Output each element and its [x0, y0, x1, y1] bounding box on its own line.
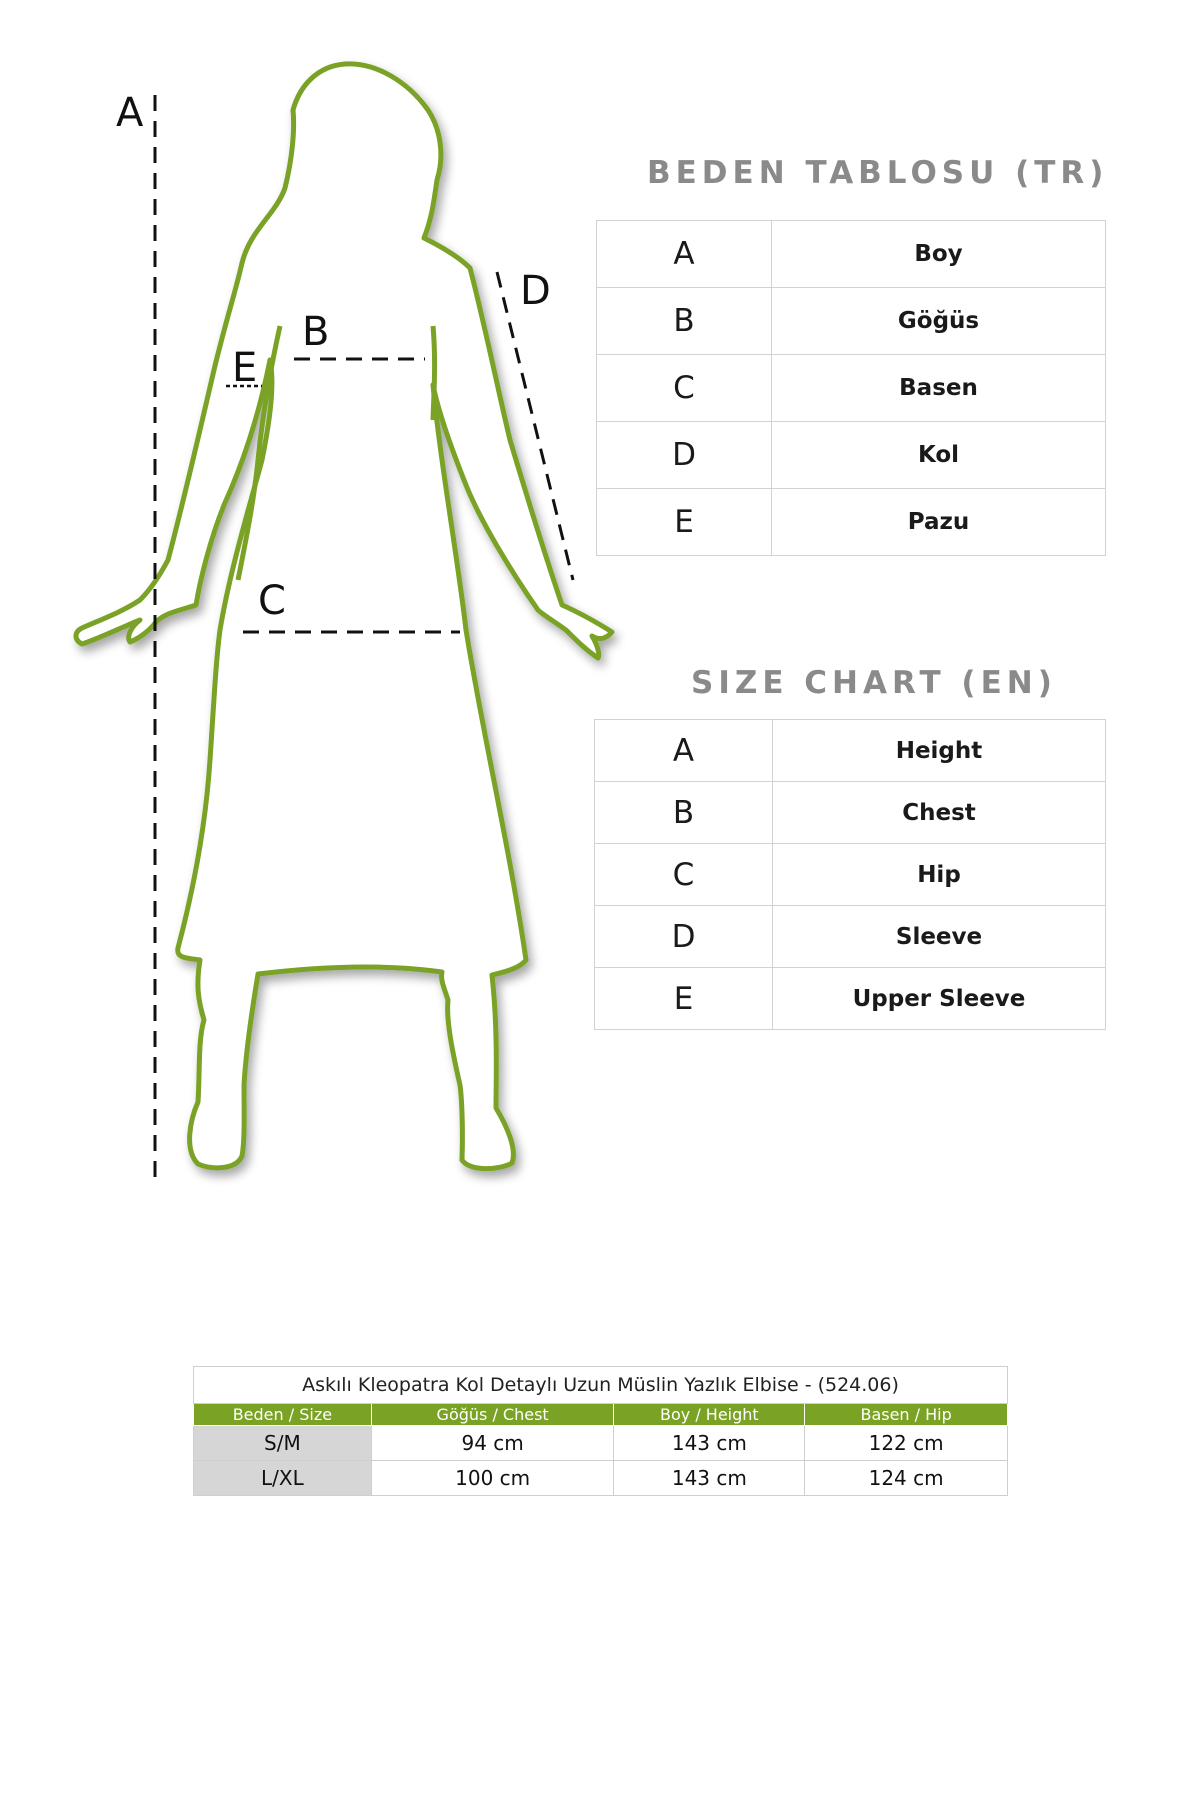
- table-row: [194, 1426, 1008, 1461]
- tr-value-cell: Boy: [772, 221, 1106, 288]
- label-c: C: [258, 578, 286, 624]
- right-arm-inner-line: [433, 326, 435, 420]
- en-key-cell: A: [595, 720, 773, 782]
- table-row: [595, 968, 1106, 1030]
- table-row: [597, 422, 1106, 489]
- table-row: [595, 906, 1106, 968]
- tr-value-cell: Basen: [772, 355, 1106, 422]
- en-key-cell: E: [595, 968, 773, 1030]
- table-row: [597, 288, 1106, 355]
- header-height: Boy / Height: [614, 1404, 805, 1426]
- tr-chart-title: BEDEN TABLOSU (TR): [647, 155, 1109, 191]
- chest-cell: 100 cm: [371, 1461, 614, 1496]
- height-cell: 143 cm: [614, 1461, 805, 1496]
- table-row: [595, 720, 1106, 782]
- size-cell: L/XL: [194, 1461, 372, 1496]
- header-hip: Basen / Hip: [805, 1404, 1008, 1426]
- table-row: [597, 221, 1106, 288]
- label-e: E: [232, 345, 258, 391]
- table-row: [194, 1461, 1008, 1496]
- table-row: [597, 489, 1106, 556]
- hip-cell: 124 cm: [805, 1461, 1008, 1496]
- tr-value-cell: Kol: [772, 422, 1106, 489]
- header-size: Beden / Size: [194, 1404, 372, 1426]
- tr-size-chart-table: [596, 220, 1106, 556]
- label-a: A: [116, 90, 144, 136]
- en-value-cell: Hip: [773, 844, 1106, 906]
- en-key-cell: B: [595, 782, 773, 844]
- hip-cell: 122 cm: [805, 1426, 1008, 1461]
- tr-value-cell: Pazu: [772, 489, 1106, 556]
- table-row: [597, 355, 1106, 422]
- en-value-cell: Upper Sleeve: [773, 968, 1106, 1030]
- en-chart-title: SIZE CHART (EN): [691, 665, 1057, 701]
- tr-key-cell: D: [597, 422, 772, 489]
- table-row: [595, 782, 1106, 844]
- table-row: [595, 844, 1106, 906]
- product-table-caption: Askılı Kleopatra Kol Detaylı Uzun Müslin Yazlık Elbise - (524.06): [194, 1367, 1008, 1404]
- tr-key-cell: A: [597, 221, 772, 288]
- en-value-cell: Sleeve: [773, 906, 1106, 968]
- label-b: B: [302, 309, 330, 355]
- en-size-chart-table: [594, 719, 1106, 1030]
- product-size-table: [193, 1366, 1008, 1496]
- size-cell: S/M: [194, 1426, 372, 1461]
- en-key-cell: D: [595, 906, 773, 968]
- tr-value-cell: Göğüs: [772, 288, 1106, 355]
- tr-key-cell: B: [597, 288, 772, 355]
- en-value-cell: Height: [773, 720, 1106, 782]
- en-key-cell: C: [595, 844, 773, 906]
- height-cell: 143 cm: [614, 1426, 805, 1461]
- chest-cell: 94 cm: [371, 1426, 614, 1461]
- header-chest: Göğüs / Chest: [371, 1404, 614, 1426]
- label-d: D: [520, 268, 551, 314]
- tr-key-cell: E: [597, 489, 772, 556]
- en-value-cell: Chest: [773, 782, 1106, 844]
- tr-key-cell: C: [597, 355, 772, 422]
